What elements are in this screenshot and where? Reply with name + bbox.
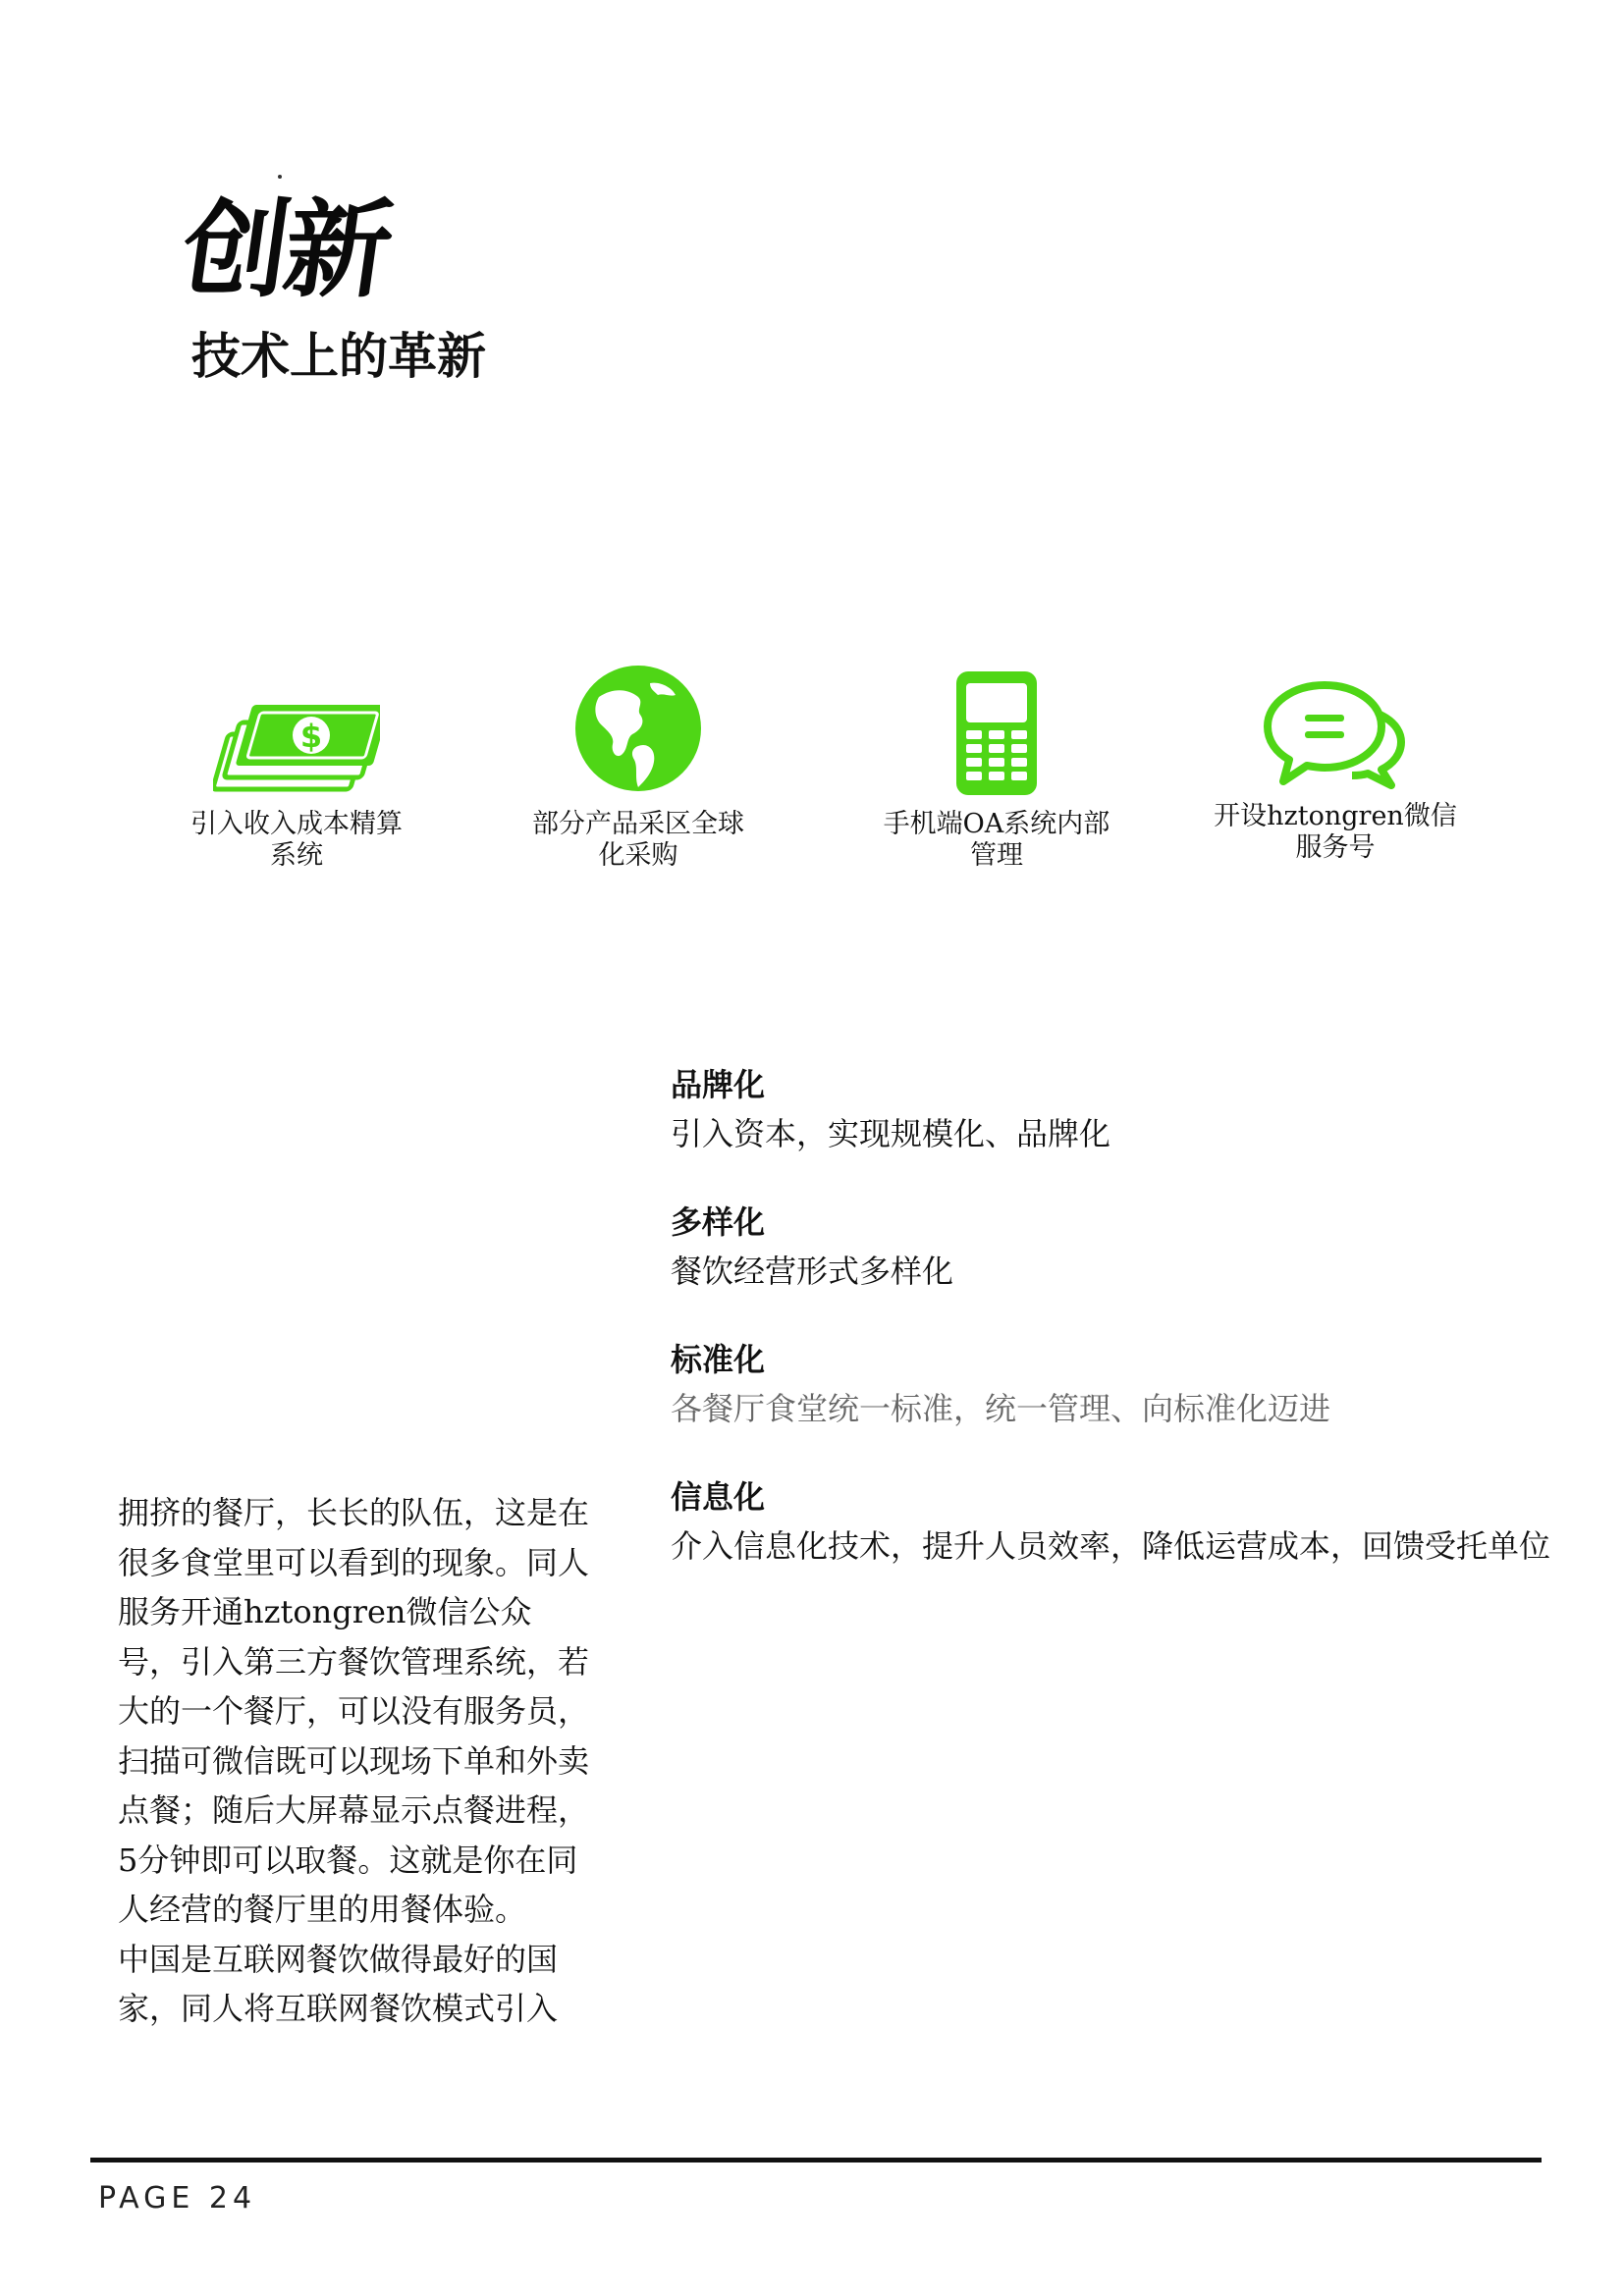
- point-heading: 标准化: [671, 1341, 766, 1378]
- point-informatization: [671, 1472, 1554, 1571]
- point-standardization: [671, 1335, 1554, 1433]
- globe-icon: [569, 660, 707, 797]
- key-points: [671, 1060, 1554, 1610]
- point-branding: [671, 1060, 1554, 1158]
- feature-label-line2: 系统: [270, 840, 323, 871]
- chat-bubbles-icon: [1262, 679, 1409, 789]
- section-subtitle: 技术上的革新: [191, 328, 486, 385]
- body-paragraph-2: 中国是互联网餐饮做得最好的国家，同人将互联网餐饮模式引入: [118, 1940, 559, 2027]
- point-heading: 多样化: [671, 1203, 766, 1241]
- mobile-phone-icon: [952, 669, 1041, 797]
- feature-label-line1: 手机端OA系统内部: [883, 809, 1110, 839]
- feature-label-line2: 化采购: [598, 840, 678, 871]
- body-text: [118, 1488, 589, 2034]
- point-text: 介入信息化技术，提升人员效率，降低运营成本，回馈受托单位: [671, 1527, 1551, 1565]
- feature-label-line2: 管理: [970, 840, 1023, 871]
- point-text: 餐饮经营形式多样化: [671, 1253, 954, 1290]
- feature-item-global-purchasing: [491, 660, 785, 872]
- page-number: PAGE 24: [98, 2181, 257, 2216]
- decorative-dot: [278, 175, 282, 179]
- body-paragraph-1: 拥挤的餐厅，长长的队伍，这是在很多食堂里可以看到的现象。同人服务开通hztongren微信公众号，引入第三方餐饮管理系统，若大的一个餐厅，可以没有服务员，扫描可微信既可以现场下单和外卖点餐；随后大屏幕显示点餐进程，5分钟即可以取餐。这就是你在同人经营的餐厅里的用餐体验。: [118, 1494, 590, 1928]
- feature-label-line1: 引入收入成本精算: [190, 809, 403, 839]
- section-title: 创新: [174, 188, 397, 312]
- point-text: 引入资本，实现规模化、品牌化: [671, 1115, 1111, 1152]
- point-text: 各餐厅食堂统一标准，统一管理、向标准化迈进: [671, 1390, 1331, 1427]
- point-heading: 品牌化: [671, 1066, 766, 1103]
- feature-item-mobile-oa: [849, 660, 1144, 872]
- footer-divider: [90, 2158, 1542, 2163]
- feature-item-cost-system: [149, 660, 444, 872]
- point-diversification: [671, 1198, 1554, 1296]
- feature-label-line1: 开设hztongren微信: [1214, 801, 1457, 831]
- feature-label-line1: 部分产品采区全球: [532, 809, 744, 839]
- svg-text:$: $: [299, 718, 323, 755]
- money-icon: [213, 699, 380, 797]
- feature-label-line2: 服务号: [1295, 832, 1376, 863]
- feature-item-wechat-service: [1188, 660, 1483, 864]
- point-heading: 信息化: [671, 1478, 766, 1516]
